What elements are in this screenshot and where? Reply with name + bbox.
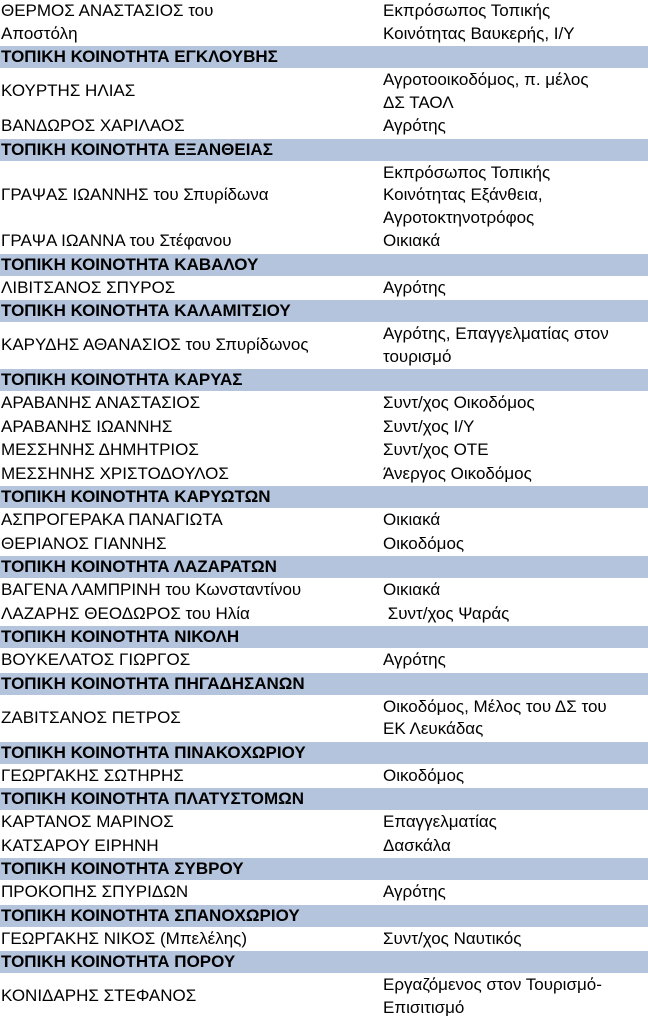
description-line: τουρισμό <box>383 346 452 366</box>
person-name: ΠΡΟΚΟΠΗΣ ΣΠΥΡΙΔΩΝ <box>0 881 381 905</box>
person-row <box>0 392 648 416</box>
person-row <box>0 276 648 300</box>
person-name: ΓΕΩΡΓΑΚΗΣ ΝΙΚΟΣ (Μπελέλης) <box>0 927 381 951</box>
person-description <box>381 579 648 603</box>
community-header <box>0 138 648 161</box>
person-row <box>0 0 648 46</box>
person-row <box>0 230 648 254</box>
person-name: ΛΑΖΑΡΗΣ ΘΕΟΔΩΡΟΣ του Ηλία <box>0 602 381 626</box>
person-name: ΑΡΑΒΑΝΗΣ ΑΝΑΣΤΑΣΙΟΣ <box>0 392 381 416</box>
description-line: Αγρότης <box>383 650 446 669</box>
description-line: Συντ/χος ΟΤΕ <box>383 440 489 459</box>
community-title: ΤΟΠΙΚΗ ΚΟΙΝΟΤΗΤΑ ΕΞΑΝΘΕΙΑΣ <box>0 138 648 161</box>
person-description <box>381 927 648 951</box>
description-line: Κοινότητας Βαυκερής, Ι/Υ <box>383 23 575 43</box>
person-description <box>381 649 648 673</box>
person-name: ΒΑΓΕΝΑ ΛΑΜΠΡΙΝΗ του Κωνσταντίνου <box>0 579 381 603</box>
person-name: ΚΑΤΣΑΡΟΥ ΕΙΡΗΝΗ <box>0 834 381 858</box>
description-line: Οικιακά <box>383 231 441 250</box>
person-name: ΑΣΠΡΟΓΕΡΑΚΑ ΠΑΝΑΓΙΩΤΑ <box>0 509 381 533</box>
description-line: ΔΣ ΤΑΟΛ <box>383 92 454 112</box>
person-row <box>0 834 648 858</box>
community-title: ΤΟΠΙΚΗ ΚΟΙΝΟΤΗΤΑ ΠΛΑΤΥΣΤΟΜΩΝ <box>0 788 648 811</box>
community-header <box>0 300 648 323</box>
description-line: ΕΚ Λευκάδας <box>383 719 484 738</box>
description-line: Οικοδόμος, Μέλος του ΔΣ του <box>383 696 607 716</box>
community-header <box>0 788 648 811</box>
community-title: ΤΟΠΙΚΗ ΚΟΙΝΟΤΗΤΑ ΚΑΒΑΛΟΥ <box>0 253 648 276</box>
description-line: Οικιακά <box>383 510 441 529</box>
description-line: Άνεργος Οικοδόμος <box>383 463 532 483</box>
description-line: Δασκάλα <box>383 835 451 855</box>
person-name <box>0 0 381 46</box>
person-name: ΘΕΡΙΑΝΟΣ ΓΙΑΝΝΗΣ <box>0 532 381 556</box>
person-row <box>0 695 648 741</box>
description-line: Συντ/χος Ναυτικός <box>383 928 522 948</box>
person-name: ΒΑΝΔΩΡΟΣ ΧΑΡΙΛΑΟΣ <box>0 115 381 139</box>
person-row <box>0 811 648 835</box>
person-description <box>381 69 648 115</box>
community-title: ΤΟΠΙΚΗ ΚΟΙΝΟΤΗΤΑ ΠΟΡΟΥ <box>0 951 648 974</box>
description-line: Αγροτοοικοδόμος, π. μέλος <box>383 70 589 89</box>
community-header <box>0 369 648 392</box>
community-header <box>0 672 648 695</box>
person-description <box>381 764 648 788</box>
community-title: ΤΟΠΙΚΗ ΚΟΙΝΟΤΗΤΑ ΠΙΝΑΚΟΧΩΡΙΟΥ <box>0 741 648 764</box>
description-line: Οικοδόμος <box>383 765 465 785</box>
person-row <box>0 579 648 603</box>
person-name: ΓΡΑΨΑΣ ΙΩΑΝΝΗΣ του Σπυρίδωνα <box>0 161 381 230</box>
description-line: Αγρότης <box>383 277 446 297</box>
person-name-line: ΘΕΡΜΟΣ ΑΝΑΣΤΑΣΙΟΣ του <box>1 1 214 20</box>
person-name: ΛΙΒΙΤΣΑΝΟΣ ΣΠΥΡΟΣ <box>0 276 381 300</box>
community-header <box>0 858 648 881</box>
community-header <box>0 46 648 69</box>
person-name: ΚΑΡΤΑΝΟΣ ΜΑΡΙΝΟΣ <box>0 811 381 835</box>
community-title: ΤΟΠΙΚΗ ΚΟΙΝΟΤΗΤΑ ΠΗΓΑΔΗΣΑΝΩΝ <box>0 672 648 695</box>
community-header <box>0 253 648 276</box>
person-name-line: Αποστόλη <box>1 23 78 43</box>
person-description <box>381 509 648 533</box>
person-row <box>0 415 648 439</box>
person-row <box>0 927 648 951</box>
person-description <box>381 323 648 369</box>
description-line: Συντ/χος Ι/Υ <box>383 416 475 436</box>
person-name: ΚΟΝΙΔΑΡΗΣ ΣΤΕΦΑΝΟΣ <box>0 974 381 1020</box>
person-name: ΓΕΩΡΓΑΚΗΣ ΣΩΤΗΡΗΣ <box>0 764 381 788</box>
person-name: ΖΑΒΙΤΣΑΝΟΣ ΠΕΤΡΟΣ <box>0 695 381 741</box>
person-description <box>381 0 648 46</box>
description-line: Συντ/χος Ψαράς <box>383 603 510 623</box>
person-description <box>381 230 648 254</box>
person-name: ΓΡΑΨΑ ΙΩΑΝΝΑ του Στέφανου <box>0 230 381 254</box>
person-row <box>0 881 648 905</box>
person-description <box>381 532 648 556</box>
person-row <box>0 115 648 139</box>
description-line: Αγρότης <box>383 116 446 135</box>
person-name: ΚΟΥΡΤΗΣ ΗΛΙΑΣ <box>0 69 381 115</box>
community-header <box>0 556 648 579</box>
description-line: Επαγγελματίας <box>383 812 497 831</box>
person-name: ΑΡΑΒΑΝΗΣ ΙΩΑΝΝΗΣ <box>0 415 381 439</box>
community-title: ΤΟΠΙΚΗ ΚΟΙΝΟΤΗΤΑ ΝΙΚΟΛΗ <box>0 626 648 649</box>
description-line: Αγρότης <box>383 882 446 901</box>
person-description <box>381 439 648 463</box>
person-description <box>381 161 648 230</box>
person-name: ΜΕΣΣΗΝΗΣ ΧΡΙΣΤΟΔΟΥΛΟΣ <box>0 462 381 486</box>
person-name: ΜΕΣΣΗΝΗΣ ΔΗΜΗΤΡΙΟΣ <box>0 439 381 463</box>
person-description <box>381 115 648 139</box>
description-line: Αγροτοκτηνοτρόφος <box>383 207 535 227</box>
person-row <box>0 161 648 230</box>
community-header <box>0 904 648 927</box>
person-name: ΒΟΥΚΕΛΑΤΟΣ ΓΙΩΡΓΟΣ <box>0 649 381 673</box>
person-row <box>0 509 648 533</box>
community-header <box>0 486 648 509</box>
person-description <box>381 974 648 1020</box>
person-row <box>0 532 648 556</box>
community-header <box>0 626 648 649</box>
person-description <box>381 602 648 626</box>
person-description <box>381 276 648 300</box>
person-row <box>0 323 648 369</box>
person-row <box>0 764 648 788</box>
person-row <box>0 439 648 463</box>
community-title: ΤΟΠΙΚΗ ΚΟΙΝΟΤΗΤΑ ΚΑΛΑΜΙΤΣΙΟΥ <box>0 300 648 323</box>
description-line: Οικιακά <box>383 580 441 599</box>
person-description <box>381 415 648 439</box>
description-line: Εκπρόσωπος Τοπικής <box>383 162 551 182</box>
description-line: Εκπρόσωπος Τοπικής <box>383 1 551 20</box>
description-line: Κοινότητας Εξάνθεια, <box>383 185 543 204</box>
description-line: Οικοδόμος <box>383 533 465 553</box>
community-title: ΤΟΠΙΚΗ ΚΟΙΝΟΤΗΤΑ ΣΠΑΝΟΧΩΡΙΟΥ <box>0 904 648 927</box>
description-line: Επισιτισμό <box>383 997 465 1017</box>
person-row <box>0 974 648 1020</box>
description-line: Εργαζόμενος στον Τουρισμό- <box>383 975 602 994</box>
community-title: ΤΟΠΙΚΗ ΚΟΙΝΟΤΗΤΑ ΕΓΚΛΟΥΒΗΣ <box>0 46 648 69</box>
community-title: ΤΟΠΙΚΗ ΚΟΙΝΟΤΗΤΑ ΚΑΡΥΩΤΩΝ <box>0 486 648 509</box>
person-description <box>381 811 648 835</box>
community-header <box>0 951 648 974</box>
community-title: ΤΟΠΙΚΗ ΚΟΙΝΟΤΗΤΑ ΣΥΒΡΟΥ <box>0 858 648 881</box>
person-row <box>0 649 648 673</box>
person-row <box>0 462 648 486</box>
community-title: ΤΟΠΙΚΗ ΚΟΙΝΟΤΗΤΑ ΚΑΡΥΑΣ <box>0 369 648 392</box>
person-description <box>381 695 648 741</box>
person-row <box>0 69 648 115</box>
person-description <box>381 462 648 486</box>
description-line: Αγρότης, Επαγγελματίας στον <box>383 324 609 343</box>
person-description <box>381 834 648 858</box>
community-title: ΤΟΠΙΚΗ ΚΟΙΝΟΤΗΤΑ ΛΑΖΑΡΑΤΩΝ <box>0 556 648 579</box>
community-header <box>0 741 648 764</box>
person-row <box>0 602 648 626</box>
person-description <box>381 881 648 905</box>
person-description <box>381 392 648 416</box>
description-line: Συντ/χος Οικοδόμος <box>383 393 535 412</box>
person-name: ΚΑΡΥΔΗΣ ΑΘΑΝΑΣΙΟΣ του Σπυρίδωνος <box>0 323 381 369</box>
